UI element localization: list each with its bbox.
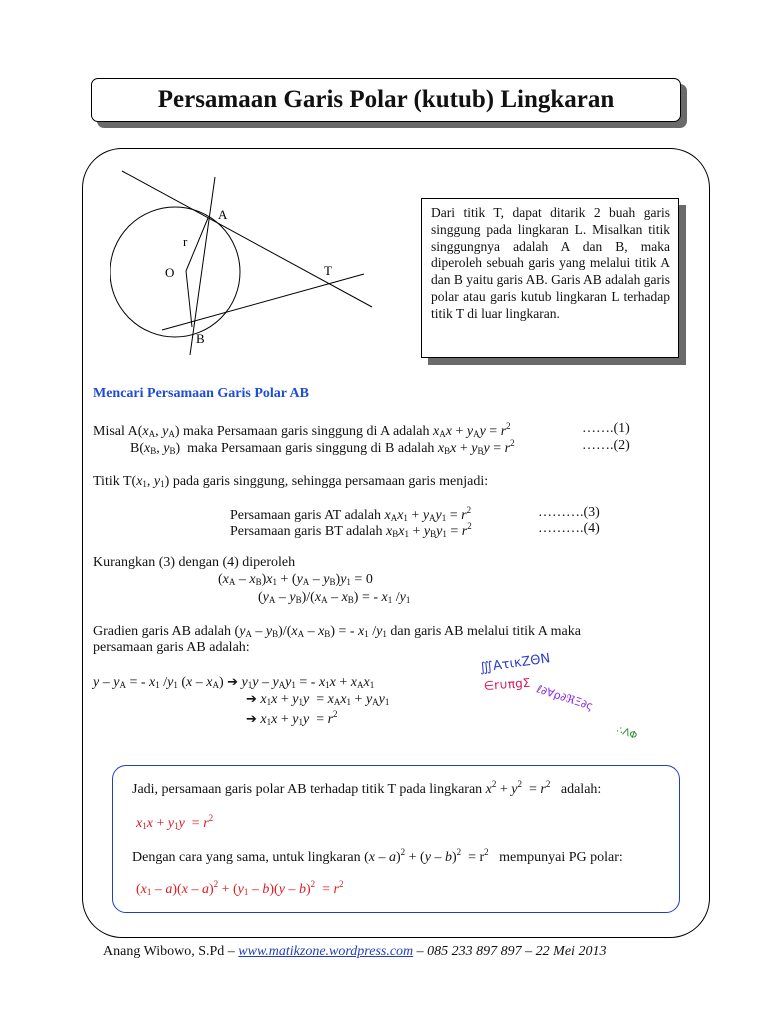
tangent-line-b	[162, 274, 364, 330]
eq1-text: maka Persamaan garis singgung di A adalah	[183, 424, 430, 439]
svg-text:∈r∪πgΣ: ∈r∪πgΣ	[483, 675, 531, 693]
summary-line2b: mempunyai PG polar:	[499, 850, 623, 865]
tangent-line-a	[122, 171, 372, 307]
titik-line: Titik $T(x_1$, $y_1$) pada garis singgung, sehingga persamaan garis menjadi:	[93, 474, 489, 489]
titik-text: pada garis singgung, sehingga persamaan garis menjadi:	[172, 474, 489, 489]
line-eq-1: y – $y_A$ = - $x_1$ $/y_1$ $(x - x_A)$ ➔ $y_1y - y_Ay_1$ = - $x_1x + x_Ax_1$	[93, 675, 375, 690]
page-title: Persamaan Garis Polar (kutub) Lingkaran	[91, 78, 681, 122]
polar-formula-2: $(x_1 - a)(x - a)^2 + (y_1 - b)(y - b)^2 = r^2$	[136, 879, 344, 897]
gradien-line: Gradien garis AB adalah $(y_A - y_B)/(x_A - x_B)$ = - $x_1$ $/y_1$ dan garis AB melalui titik A maka	[93, 624, 581, 639]
svg-text:∴ΛΦ: ∴ΛΦ	[614, 724, 639, 743]
matikzone-logo-watermark	[476, 650, 656, 745]
eq3-text: Persamaan garis AT adalah	[230, 508, 381, 523]
eq4-text: Persamaan garis BT adalah	[230, 524, 383, 539]
eq2-text: maka Persamaan garis singgung di B adalah	[187, 441, 435, 456]
svg-text:∭ΑτικΖΘΝ: ∭ΑτικΖΘΝ	[478, 651, 552, 676]
implies-arrow-icon: ➔	[227, 675, 239, 690]
label-r: r	[183, 234, 188, 249]
polar-formula-1: $x_1x + y_1y = r^2$	[136, 813, 214, 831]
implies-arrow-icon: ➔	[246, 712, 257, 727]
label-O: O	[165, 265, 175, 280]
section-heading: Mencari Persamaan Garis Polar AB	[93, 386, 309, 401]
circle-L	[110, 207, 240, 337]
derivation-1: $(x_A - x_B)x_1 + (y_A - y_B)y_1 = 0$	[218, 572, 373, 587]
summary-line-1: Jadi, persamaan garis polar AB terhadap titik T pada lingkaran $x^2 + y^2 = r^2$ adalah:	[132, 779, 602, 797]
label-T: T	[324, 263, 332, 278]
summary-line1b: adalah:	[560, 782, 602, 797]
svg-text:ℓ∂∀ρ∂ℜΞ∂ς: ℓ∂∀ρ∂ℜΞ∂ς	[535, 682, 595, 713]
derivation-2: $(y_A - y_B)/(x_A - x_B)$ = - $x_1$ $/y_1$	[258, 590, 411, 605]
eq-line-3: Persamaan garis AT adalah $x_Ax_1 + y_Ay_1 = r^2$	[230, 505, 472, 523]
radius-line	[186, 218, 208, 271]
eq-line-4: Persamaan garis BT adalah $x_Bx_1 + y_By_1 = r^2$	[230, 521, 472, 539]
eq2-number: …….(2)	[582, 438, 630, 453]
gradien-c: persamaan garis AB adalah:	[93, 640, 250, 655]
footer	[103, 944, 606, 960]
gradien-b: dan garis AB melalui titik A maka	[390, 624, 581, 639]
summary-line-2: Dengan cara yang sama, untuk lingkaran $(x - a)^2 + (y - b)^2 = r^2$ mempunyai PG polar:	[132, 847, 623, 865]
summary-line2a: Dengan cara yang sama, untuk lingkaran	[132, 850, 361, 865]
polar-line-ab	[190, 177, 215, 355]
implies-arrow-icon: ➔	[246, 692, 257, 707]
footer-url-link[interactable]: www.matikzone.wordpress.com	[238, 944, 414, 959]
kurangkan-text: Kurangkan (3) dengan (4) diperoleh	[93, 555, 296, 570]
summary-line1a: Jadi, persamaan garis polar AB terhadap titik T pada lingkaran	[132, 782, 483, 797]
eq-line-1: Misal $A(x_A$, $y_A$) maka Persamaan garis singgung di A adalah $x_Ax + y_Ay = r^2$	[93, 421, 511, 439]
eq3-number: ……….(3)	[538, 505, 600, 520]
circle-tangent-diagram	[110, 165, 380, 355]
info-box: Dari titik T, dapat ditarik 2 buah garis singgung pada lingkaran L. Misalkan titik singgungnya adalah A dan B, maka diperoleh sebuah garis yang melalui titik A dan B yaitu garis AB. Garis AB adalah garis polar atau garis kutub lingkaran L terhadap titik T di luar lingkaran.	[421, 198, 679, 358]
line-eq-2: ➔ $x_1x + y_1y = x_Ax_1 + y_Ay_1$	[246, 692, 390, 707]
footer-contact: – 085 233 897 897 – 22 Mei 2013	[413, 944, 607, 959]
eq1-number: …….(1)	[582, 421, 630, 436]
label-B: B	[196, 331, 205, 346]
eq4-number: ……….(4)	[538, 521, 600, 536]
line-eq-3: ➔ $x_1x + y_1y = r^2$	[246, 709, 338, 727]
radius-line-b	[186, 271, 192, 327]
label-A: A	[218, 207, 228, 222]
footer-author: Anang Wibowo, S.Pd –	[103, 944, 239, 959]
gradien-a: Gradien garis AB adalah	[93, 624, 232, 639]
eq-line-2: $B(x_B$, $y_B$) maka Persamaan garis singgung di B adalah $x_Bx + y_By = r^2$	[130, 438, 515, 456]
